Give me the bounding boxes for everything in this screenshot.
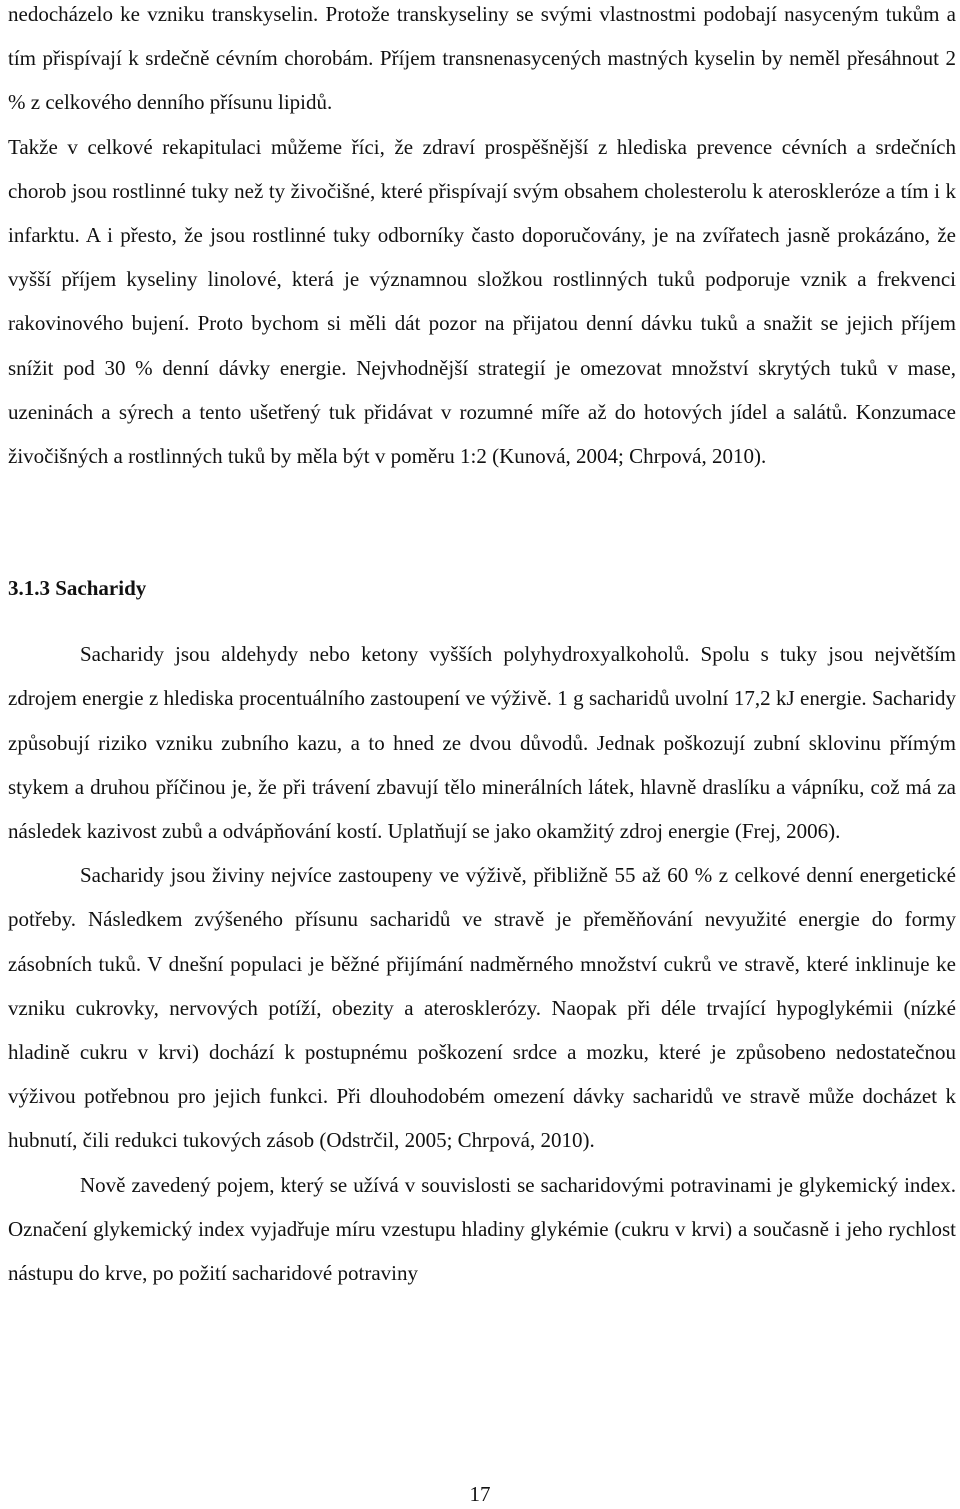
paragraph-trans-fats-end: nedocházelo ke vzniku transkyselin. Protože transkyseliny se svými vlastnostmi podobají nasyceným tukům a tím přispívají k srdečně cévním chorobám. Příjem transnenasycených mastných kyselin by neměl přesáhnout 2 % z celkového denního přísunu lipidů. xyxy=(8,2,956,115)
section-spacer xyxy=(8,478,956,566)
section-heading-sacharidy: 3.1.3 Sacharidy xyxy=(8,576,147,601)
heading-spacer xyxy=(8,610,956,632)
paragraph-fats-summary: Takže v celkové rekapitulaci můžeme říci, že zdraví prospěšnější z hlediska prevence cévních a srdečních chorob jsou rostlinné tuky než ty živočišné, které přispívají svým obsahem cholesterolu k ateroskleróze a tím i k infarktu. A i přesto, že jsou rostlinné tuky odborníky často doporučovány, je na zvířatech jasně prokázáno, že vyšší příjem kyseliny linolové, která je významnou složkou rostlinných tuků podporuje vznik a frekvenci rakovinového bujení. Proto bychom si měli dát pozor na přijatou denní dávku tuků a snažit se jejich příjem snížit pod 30 % denní dávky energie. Nejvhodnější strategií je omezovat množství skrytých tuků v mase, uzeninách a sýrech a tento ušetřený tuk přidávat v rozumné míře až do hotových jídel a salátů. Konzumace živočišných a rostlinných tuků by měla být v poměru 1:2 (Kunová, 2004; Chrpová, 2010). xyxy=(8,134,956,469)
document-page xyxy=(8,0,956,1295)
paragraph-sacharidy-energy: Sacharidy jsou živiny nejvíce zastoupeny ve výživě, přibližně 55 až 60 % z celkové denní energetické potřeby. Následkem zvýšeného přísunu sacharidů ve stravě je přeměňování nevyužité energie do formy zásobních tuků. V dnešní populaci je běžné přijímání nadměrného množství cukrů ve stravě, které inklinuje ke vzniku cukrovky, nervových potíží, obezity a aterosklerózy. Naopak při déle trvající hypoglykémii (nízké hladině cukru v krvi) dochází k postupnému poškození srdce a mozku, které je způsobeno nedostatečnou výživou potřebnou pro jejich funkci. Při dlouhodobém omezení dávky sacharidů ve stravě může docházet k hubnutí, čili redukci tukových zásob (Odstrčil, 2005; Chrpová, 2010). xyxy=(8,863,956,1153)
page-number: 17 xyxy=(469,1482,491,1506)
paragraph-glycemic-index: Nově zavedený pojem, který se užívá v souvislosti se sacharidovými potravinami je glykemický index. Označení glykemický index vyjadřuje míru vzestupu hladiny glykémie (cukru v krvi) a současně i jeho rychlost nástupu do krve, po požití sacharidové potraviny xyxy=(8,1172,956,1286)
paragraph-sacharidy-intro: Sacharidy jsou aldehydy nebo ketony vyšších polyhydroxyalkoholů. Spolu s tuky jsou největším zdrojem energie z hlediska procentuálního zastoupení ve výživě. 1 g sacharidů uvolní 17,2 kJ energie. Sacharidy způsobují riziko vzniku zubního kazu, a to hned ze dvou důvodů. Jednak poškozují zubní sklovinu přímým stykem a druhou příčinou je, že při trávení zbavují tělo minerálních látek, hlavně draslíku a vápníku, což má za následek kazivost zubů a odvápňování kostí. Uplatňují se jako okamžitý zdroj energie (Frej, 2006). xyxy=(8,642,956,844)
